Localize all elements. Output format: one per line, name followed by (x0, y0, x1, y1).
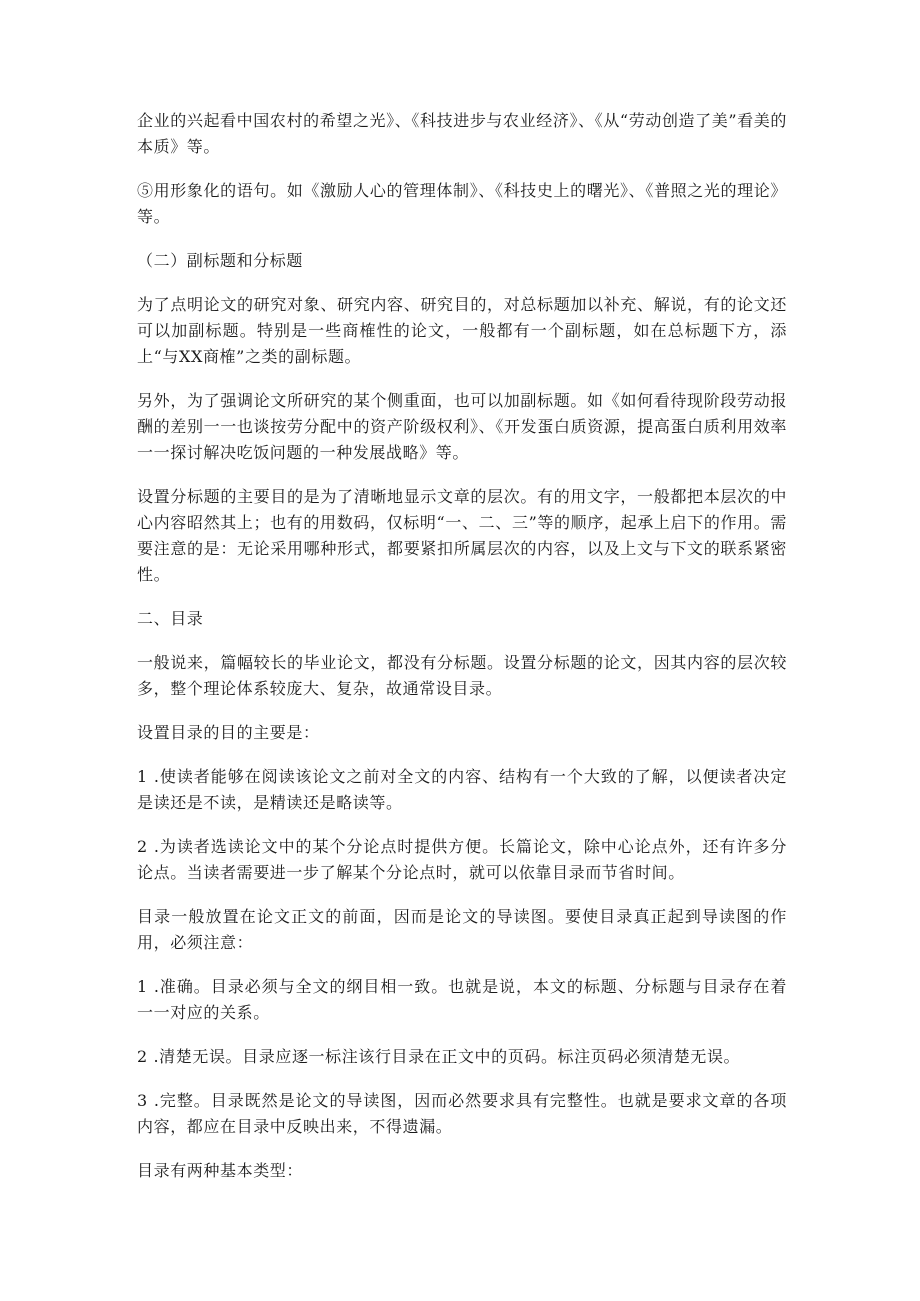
paragraph-title-examples-continued: 企业的兴起看中国农村的希望之光》、《科技进步与农业经济》、《从“劳动创造了美”看美的本质》等。 (137, 111, 787, 156)
document-body (137, 108, 787, 1202)
paragraph-toc-intro: 一般说来，篇幅较长的毕业论文，都没有分标题。设置分标题的论文，因其内容的层次较多，整个理论体系较庞大、复杂，故通常设目录。 (137, 653, 787, 698)
list-item-toc-clear: 2 .清楚无误。目录应逐一标注该行目录在正文中的页码。标注页码必须清楚无误。 (137, 1047, 741, 1066)
paragraph-subtitle-purpose: 为了点明论文的研究对象、研究内容、研究目的，对总标题加以补充、解说，有的论文还可以加副标题。特别是一些商榷性的论文，一般都有一个副标题，如在总标题下方，添上“与XX商榷”之类的副标题。 (137, 295, 787, 366)
paragraph-figurative-titles: ⑤用形象化的语句。如《激励人心的管理体制》、《科技史上的曙光》、《普照之光的理论》等。 (137, 181, 787, 226)
list-item-toc-purpose-2: 2 .为读者选读论文中的某个分论点时提供方便。长篇论文，除中心论点外，还有许多分论点。当读者需要进一步了解某个分论点时，就可以依靠目录而节省时间。 (137, 837, 787, 882)
list-item-toc-accurate: 1 .准确。目录必须与全文的纲目相一致。也就是说，本文的标题、分标题与目录存在着一一对应的关系。 (137, 977, 787, 1022)
paragraph-subtitle-emphasis: 另外，为了强调论文所研究的某个侧重面，也可以加副标题。如《如何看待现阶段劳动报酬的差别一一也谈按劳分配中的资产阶级权利》、《开发蛋白质资源，提高蛋白质利用效率一一探讨解决吃饭问题的一种发展战略》等。 (137, 391, 787, 462)
list-item-toc-purpose-1: 1 .使读者能够在阅读该论文之前对全文的内容、结构有一个大致的了解，以便读者决定是读还是不读，是精读还是略读等。 (137, 767, 787, 812)
section-heading-table-of-contents: 二、目录 (137, 609, 204, 628)
paragraph-subheading-levels: 设置分标题的主要目的是为了清晰地显示文章的层次。有的用文字，一般都把本层次的中心内容昭然其上；也有的用数码，仅标明“一、二、三”等的顺序，起承上启下的作用。需要注意的是：无论采用哪种形式，都要紧扣所属层次的内容，以及上文与下文的联系紧密性。 (137, 487, 787, 584)
paragraph-toc-types: 目录有两种基本类型： (137, 1161, 304, 1180)
paragraph-toc-purpose-lead: 设置目录的目的主要是： (137, 723, 320, 742)
paragraph-toc-placement: 目录一般放置在论文正文的前面，因而是论文的导读图。要使目录真正起到导读图的作用，必须注意： (137, 907, 787, 952)
list-item-toc-complete: 3 .完整。目录既然是论文的导读图，因而必然要求具有完整性。也就是要求文章的各项内容，都应在目录中反映出来，不得遗漏。 (137, 1091, 787, 1136)
section-heading-subtitles: （二）副标题和分标题 (137, 251, 304, 270)
